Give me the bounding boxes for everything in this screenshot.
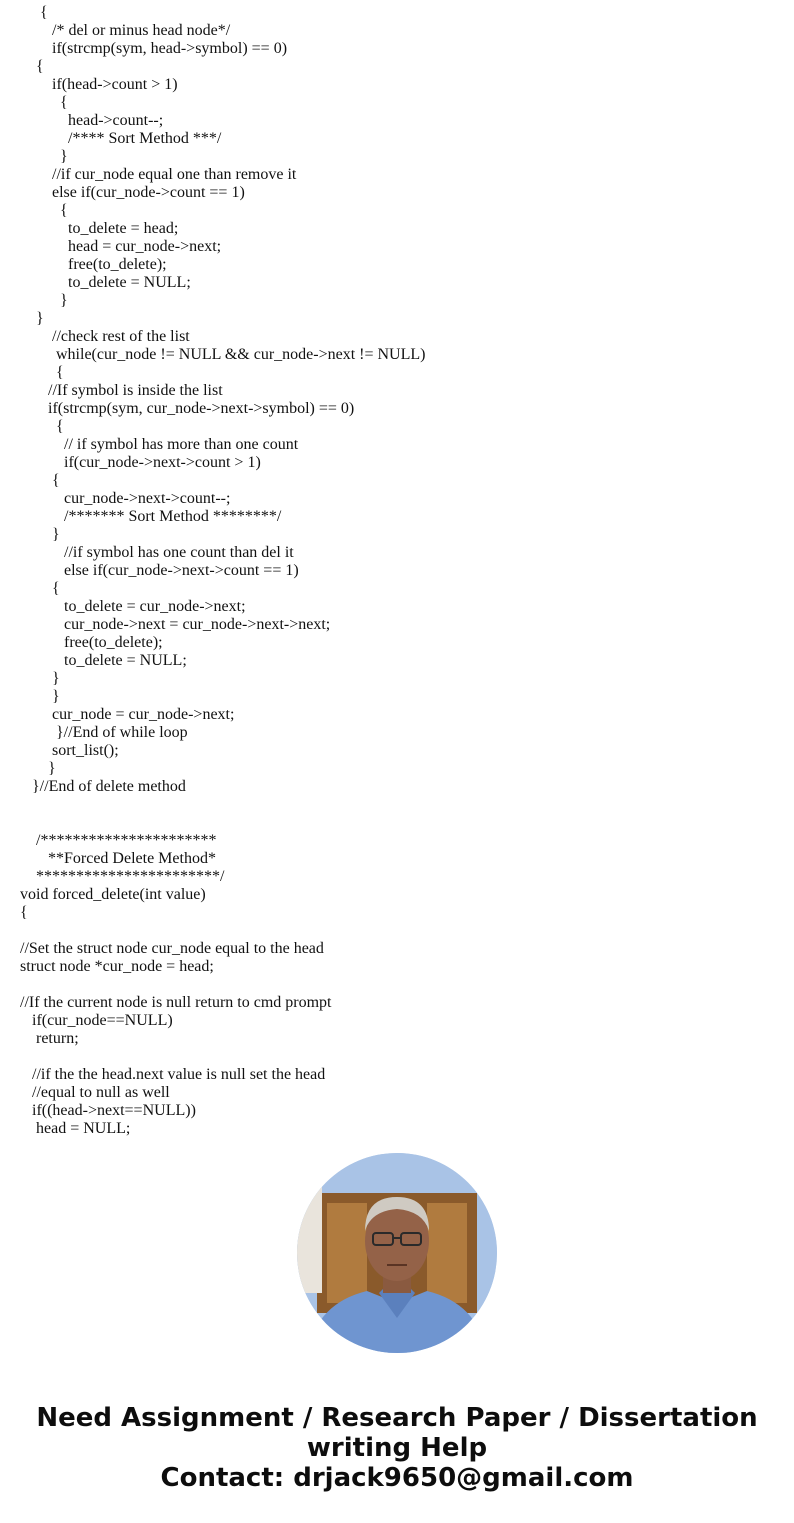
code-line: struct node *cur_node = head; [20, 958, 214, 975]
code-line: to_delete = cur_node->next; [20, 598, 246, 615]
promo-contact-line: Contact: drjack9650@gmail.com [160, 1463, 634, 1493]
code-line: while(cur_node != NULL && cur_node->next != NULL) [20, 346, 426, 363]
code-line: }//End of while loop [20, 724, 188, 741]
code-line: //if cur_node equal one than remove it [20, 166, 297, 183]
code-line [20, 976, 425, 994]
code-line: ***********************/ [20, 868, 225, 885]
code-line: cur_node = cur_node->next; [20, 706, 235, 723]
code-line: { [20, 4, 48, 21]
code-line: } [20, 670, 60, 687]
code-line: free(to_delete); [20, 634, 163, 651]
code-line: void forced_delete(int value) [20, 886, 206, 903]
code-line: //equal to null as well [20, 1084, 170, 1101]
code-line: to_delete = NULL; [20, 274, 191, 291]
code-line: if(head->count > 1) [20, 76, 178, 93]
code-line: // if symbol has more than one count [20, 436, 299, 453]
code-line: else if(cur_node->next->count == 1) [20, 562, 299, 579]
code-line: //if the the head.next value is null set the head [20, 1066, 326, 1083]
code-line: { [20, 580, 60, 597]
code-line: { [20, 364, 64, 381]
code-line: /**** Sort Method ***/ [20, 130, 222, 147]
code-line: free(to_delete); [20, 256, 167, 273]
code-line: head = cur_node->next; [20, 238, 222, 255]
code-line: //if symbol has one count than del it [20, 544, 294, 561]
author-photo [297, 1153, 497, 1353]
code-line: } [20, 526, 60, 543]
code-line: if((head->next==NULL)) [20, 1102, 196, 1119]
code-line [20, 922, 425, 940]
code-line: return; [20, 1030, 79, 1047]
code-line: /********************** [20, 832, 217, 849]
code-line: } [20, 292, 68, 309]
code-line: /* del or minus head node*/ [20, 22, 231, 39]
code-line: to_delete = NULL; [20, 652, 187, 669]
code-line: head->count--; [20, 112, 164, 129]
code-line: { [20, 58, 44, 75]
code-line [20, 796, 425, 814]
code-line: //If the current node is null return to cmd prompt [20, 994, 332, 1011]
code-line: } [20, 688, 60, 705]
author-portrait-graphic [297, 1153, 497, 1353]
code-line: if(cur_node->next->count > 1) [20, 454, 261, 471]
code-line: if(strcmp(sym, head->symbol) == 0) [20, 40, 288, 57]
promo-line-1: Need Assignment / Research Paper / Dissertation [36, 1403, 758, 1433]
code-line: { [20, 904, 28, 921]
code-line: sort_list(); [20, 742, 119, 759]
code-line: **Forced Delete Method* [20, 850, 216, 867]
code-line: cur_node->next = cur_node->next->next; [20, 616, 331, 633]
promo-line-2: writing Help [306, 1433, 488, 1463]
code-line: }//End of delete method [20, 778, 186, 795]
code-line: /******* Sort Method ********/ [20, 508, 282, 525]
code-line: head = NULL; [20, 1120, 131, 1137]
code-line: } [20, 310, 44, 327]
code-line: if(cur_node==NULL) [20, 1012, 173, 1029]
code-line: //If symbol is inside the list [20, 382, 223, 399]
code-line: { [20, 418, 64, 435]
code-line: //Set the struct node cur_node equal to the head [20, 940, 324, 957]
code-line: { [20, 202, 68, 219]
code-line: { [20, 472, 60, 489]
code-line [20, 1048, 425, 1066]
code-listing [20, 4, 425, 1138]
code-line: cur_node->next->count--; [20, 490, 231, 507]
code-line: else if(cur_node->count == 1) [20, 184, 245, 201]
code-line: } [20, 148, 68, 165]
code-line [20, 814, 425, 832]
code-line: if(strcmp(sym, cur_node->next->symbol) == 0) [20, 400, 355, 417]
code-line: } [20, 760, 56, 777]
code-line: to_delete = head; [20, 220, 179, 237]
code-line: { [20, 94, 68, 111]
promo-footer [0, 1403, 794, 1493]
code-line: //check rest of the list [20, 328, 190, 345]
